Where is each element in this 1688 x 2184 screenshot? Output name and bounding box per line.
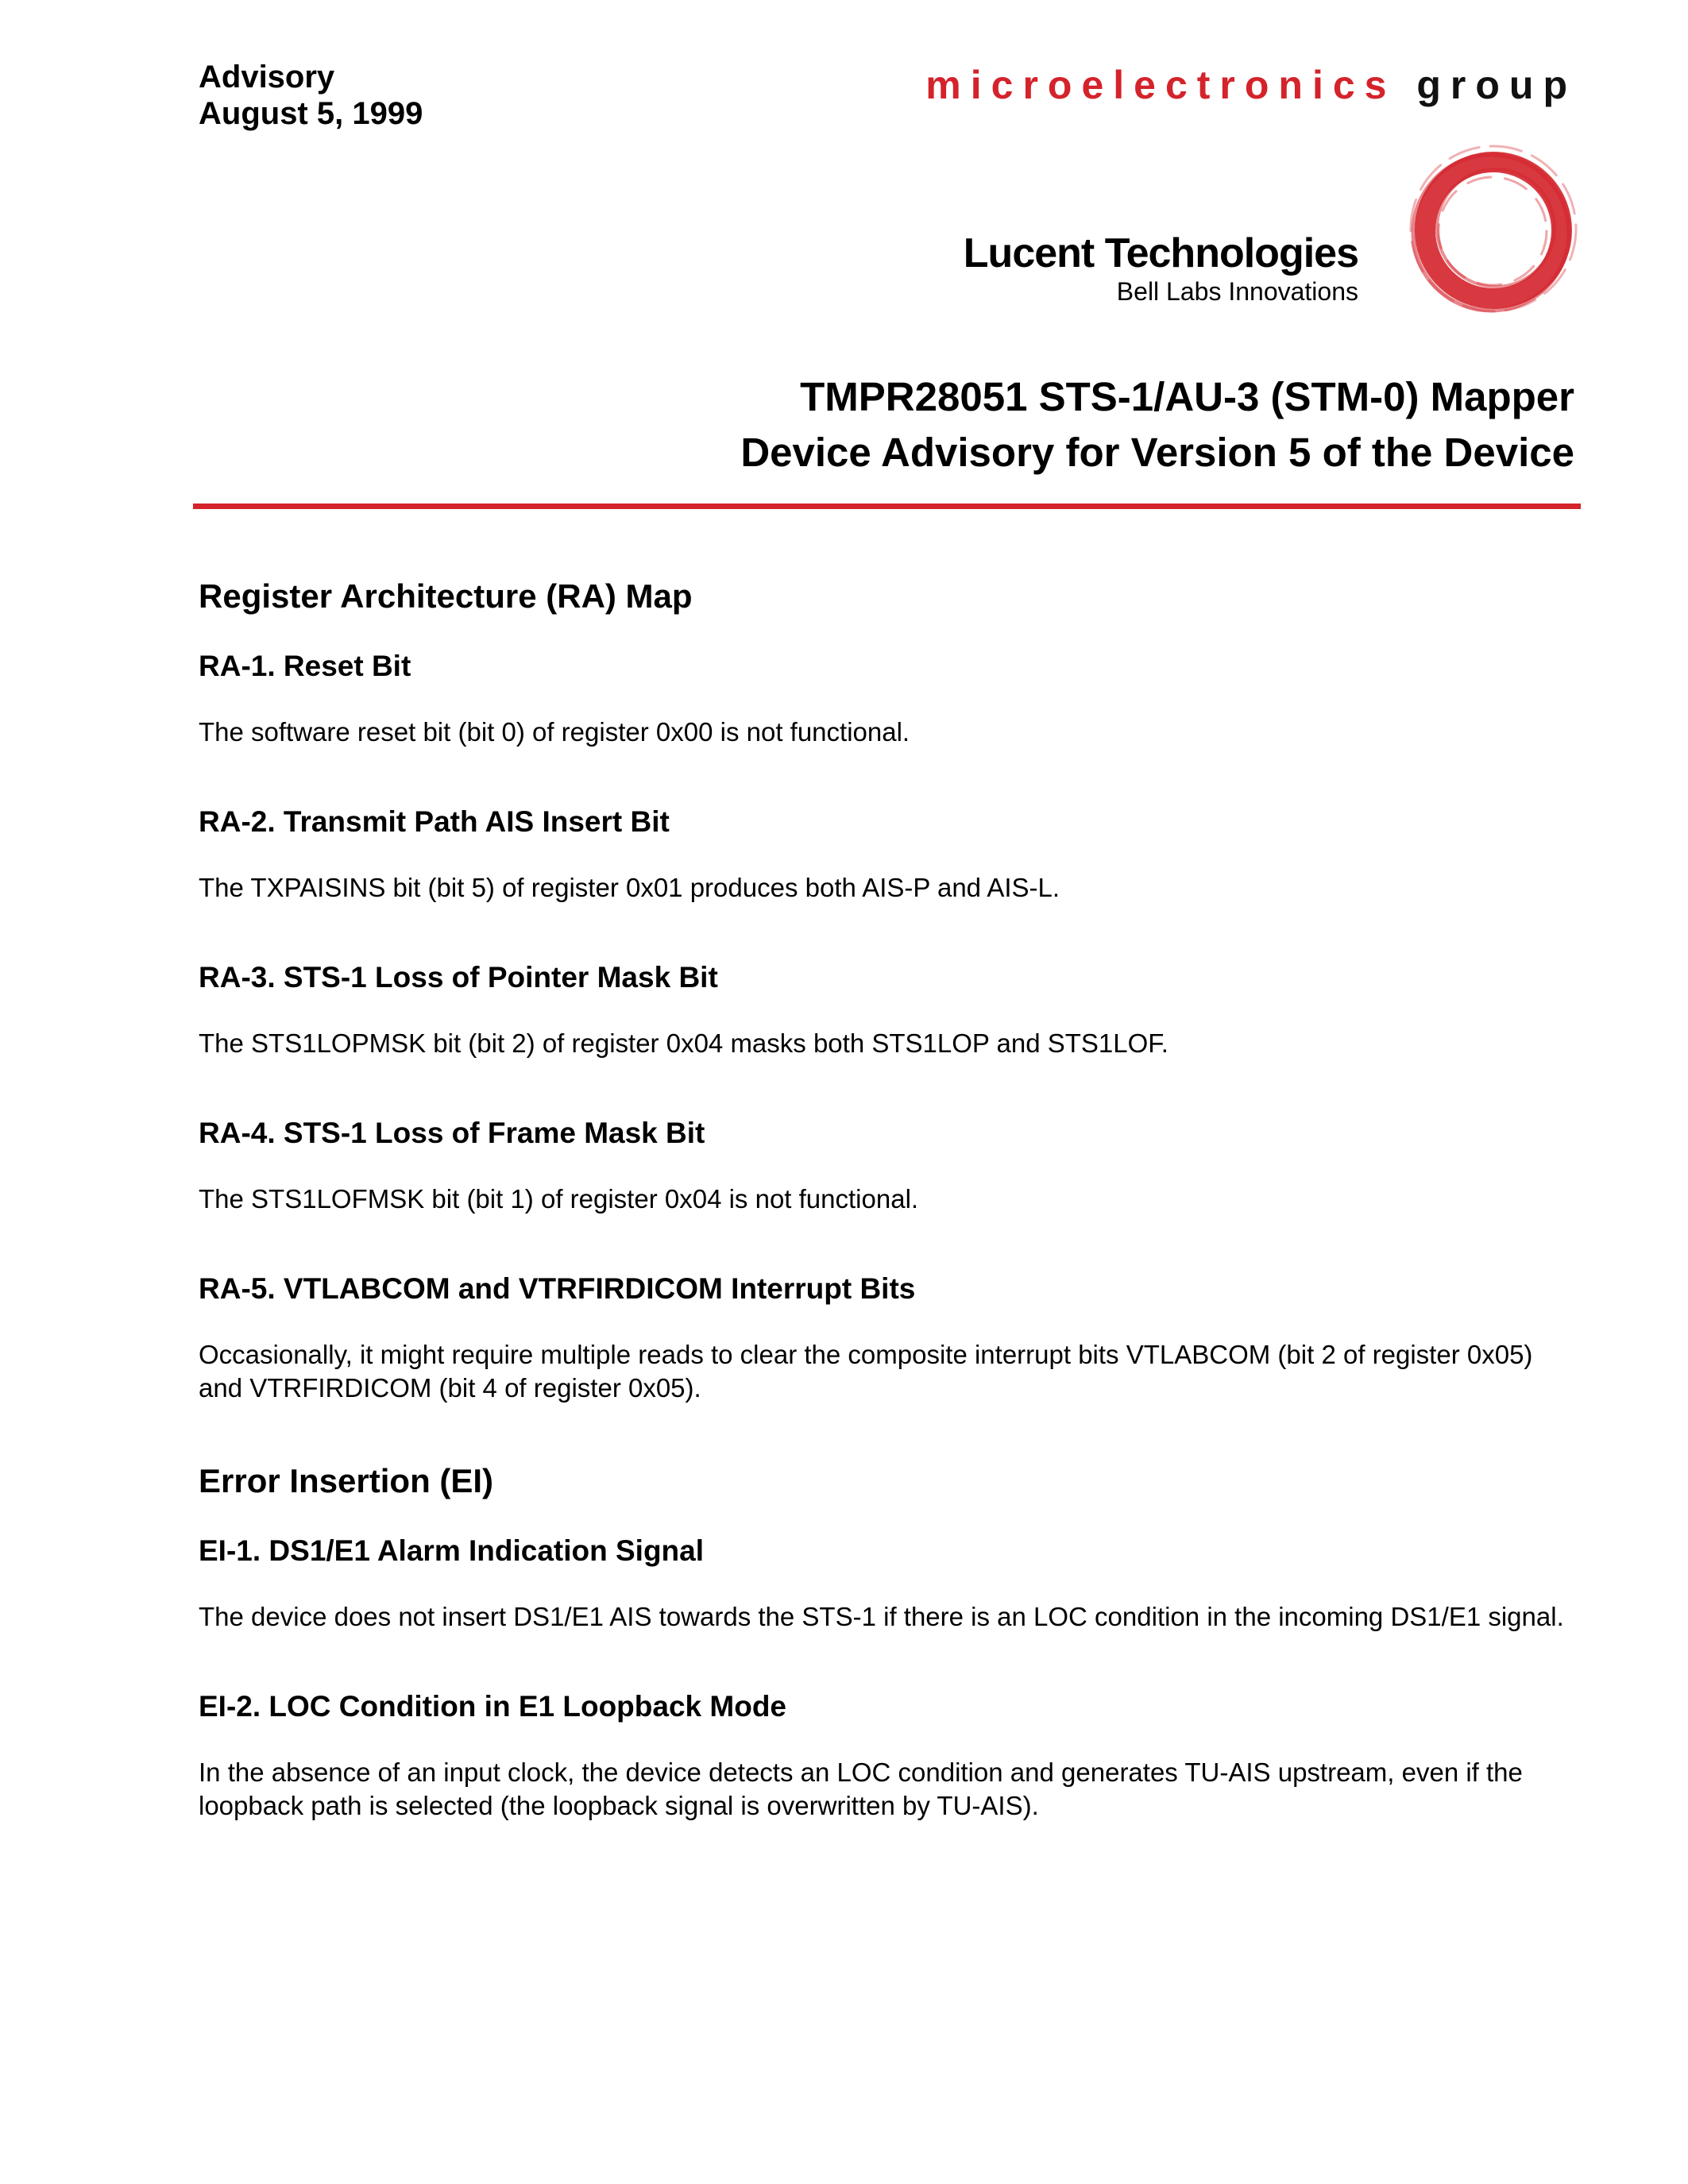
item-text-ra-2: The TXPAISINS bit (bit 5) of register 0x01 produces both AIS-P and AIS-L. [199, 873, 1060, 902]
section-title-register-architecture: Register Architecture (RA) Map [199, 577, 693, 615]
group-label-group: group [1416, 63, 1577, 107]
item-title-ra-2: RA-2. Transmit Path AIS Insert Bit [199, 805, 670, 838]
item-text-ra-3: The STS1LOPMSK bit (bit 2) of register 0x04 masks both STS1LOP and STS1LOF. [199, 1028, 1168, 1058]
document-title [740, 369, 1574, 480]
item-title-ei-2: EI-2. LOC Condition in E1 Loopback Mode [199, 1690, 786, 1723]
document-title-line2: Device Advisory for Version 5 of the Device [740, 430, 1574, 475]
document-title-line1: TMPR28051 STS-1/AU-3 (STM-0) Mapper [800, 374, 1574, 419]
section-title-error-insertion: Error Insertion (EI) [199, 1462, 494, 1499]
item-title-ra-1: RA-1. Reset Bit [199, 650, 411, 682]
item-title-ei-1: EI-1. DS1/E1 Alarm Indication Signal [199, 1534, 705, 1567]
item-text-ra-5: Occasionally, it might require multiple reads to clear the composite interrupt bits VTLABCOM (bit 2 of register 0x05) and VTRFIRDICOM (bit 4 of register 0x05). [199, 1340, 1533, 1403]
item-text-ra-1: The software reset bit (bit 0) of register 0x00 is not functional. [199, 717, 910, 747]
advisory-header [199, 59, 423, 132]
item-text-ei-1: The device does not insert DS1/E1 AIS towards the STS-1 if there is an LOC condition in the incoming DS1/E1 signal. [199, 1602, 1564, 1631]
company-name: Lucent Technologies [963, 230, 1358, 276]
title-divider [193, 504, 1581, 509]
company-logo-text [964, 230, 1358, 307]
advisory-date: August 5, 1999 [199, 96, 423, 131]
group-label [925, 62, 1577, 108]
group-label-micro: microelectronics [925, 63, 1396, 107]
item-title-ra-5: RA-5. VTLABCOM and VTRFIRDICOM Interrupt Bits [199, 1272, 916, 1305]
item-text-ra-4: The STS1LOFMSK bit (bit 1) of register 0x04 is not functional. [199, 1184, 919, 1214]
company-tagline: Bell Labs Innovations [1116, 277, 1358, 306]
item-title-ra-3: RA-3. STS-1 Loss of Pointer Mask Bit [199, 961, 718, 994]
item-text-ei-2: In the absence of an input clock, the device detects an LOC condition and generates TU-AIS upstream, even if the loopback path is selected (the loopback signal is overwritten by TU-AIS). [199, 1758, 1523, 1820]
lucent-ring-icon [1402, 139, 1585, 322]
item-title-ra-4: RA-4. STS-1 Loss of Frame Mask Bit [199, 1117, 705, 1149]
advisory-label: Advisory [199, 60, 335, 95]
document-body [199, 576, 1581, 1878]
